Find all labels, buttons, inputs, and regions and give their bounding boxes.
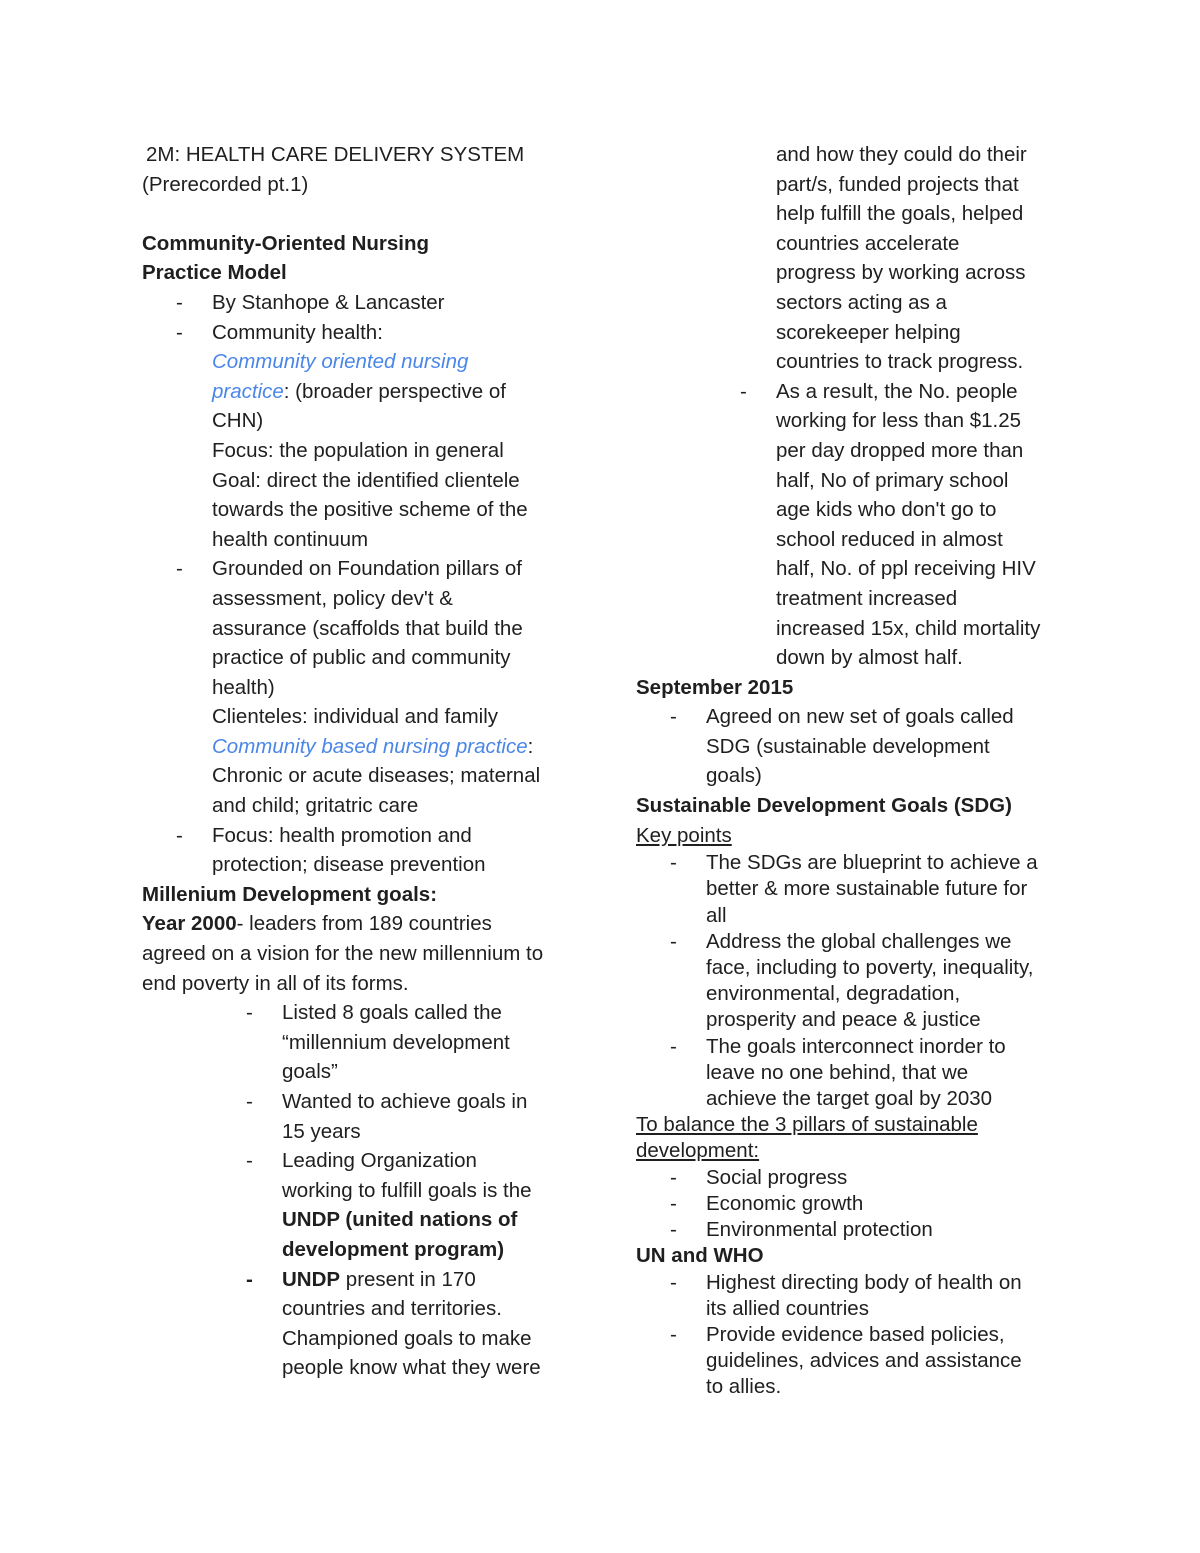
list-item: - Leading Organization <box>246 1149 477 1173</box>
text-line: treatment increased <box>776 586 958 610</box>
text-line: face, including to poverty, inequality, <box>706 956 1034 980</box>
balance-heading: To balance the 3 pillars of sustainable <box>636 1113 978 1137</box>
text-line: UNDP (united nations of <box>282 1208 518 1232</box>
text-line: down by almost half. <box>776 646 963 670</box>
section-heading-community-2: Practice Model <box>142 261 287 285</box>
list-item: - The goals interconnect inorder to <box>670 1034 1006 1058</box>
year-label: Year 2000 <box>142 912 237 936</box>
section-heading-mdg: Millenium Development goals: <box>142 882 438 906</box>
text-line: to allies. <box>706 1375 782 1399</box>
list-item: - The SDGs are blueprint to achieve a <box>670 851 1038 875</box>
text-line: health) <box>212 675 275 699</box>
text-line: Goal: direct the identified clientele <box>212 468 520 492</box>
key-points-label: Key points <box>636 823 732 847</box>
balance-heading-2: development: <box>636 1139 760 1163</box>
text-line: half, No. of ppl receiving HIV <box>776 557 1036 581</box>
text-line: scorekeeper helping <box>776 320 961 344</box>
prerecorded-note: (Prerecorded pt.1) <box>142 172 309 196</box>
text-line: Championed goals to make <box>282 1326 532 1350</box>
text-line: people know what they were <box>282 1356 541 1380</box>
text-line: 15 years <box>282 1119 361 1143</box>
text-line: all <box>706 903 727 927</box>
text-line: Clienteles: individual and family <box>212 705 499 729</box>
text-line: sectors acting as a <box>776 290 947 314</box>
text-line: environmental, degradation, <box>706 982 961 1006</box>
list-item: - As a result, the No. people <box>740 379 1018 403</box>
text-line: half, No of primary school <box>776 468 1009 492</box>
text-line: end poverty in all of its forms. <box>142 971 409 995</box>
section-heading-un-who: UN and WHO <box>636 1244 764 1268</box>
text-line: health continuum <box>212 527 369 551</box>
list-item: - Social progress <box>670 1165 848 1189</box>
text-line: “millennium development <box>282 1030 510 1054</box>
text-line: achieve the target goal by 2030 <box>706 1087 993 1111</box>
list-item: - Agreed on new set of goals called <box>670 705 1014 729</box>
list-item: - Focus: health promotion and <box>176 823 472 847</box>
text-line: its allied countries <box>706 1296 869 1320</box>
text-line: Focus: the population in general <box>212 438 504 462</box>
list-item: - Environmental protection <box>670 1218 933 1242</box>
text-line: and how they could do their <box>776 143 1027 166</box>
link-community-based[interactable]: Community based nursing practice <box>212 734 528 758</box>
list-item: - Listed 8 goals called the <box>246 1001 502 1025</box>
text-line: school reduced in almost <box>776 527 1003 551</box>
text-line: increased 15x, child mortality <box>776 616 1041 640</box>
right-column <box>636 140 1066 1401</box>
list-item: - Provide evidence based policies, <box>670 1322 1005 1346</box>
text-line: better & more sustainable future for <box>706 877 1028 901</box>
text-line: countries and territories. <box>282 1297 502 1321</box>
text-line: SDG (sustainable development <box>706 734 990 758</box>
text-line: practice of public and community <box>212 646 511 670</box>
text-line: age kids who don't go to <box>776 498 997 522</box>
left-column: (Prerecorded pt.1) Community-Oriented Nursing Practice Model - By Stanhope & Lancaster - Community health: Community oriented nursing practice: (broader perspective of CHN) Focus: the population in general Goal: direct the identified clientele towards the positive scheme of the health continuum - Grounded on Foundation pillars of assessment, policy dev't & assurance (scaffolds that build the practice of public and community health) Clienteles: individual and family Community based nursing practice: Chronic or acute diseases; maternal and child; gritatric care - Focus: health promotion and protection; disease prevention Millenium Development goals: Year 2000- leaders from 189 countries agreed on a vision for the new millennium to end poverty in all of its forms. - Listed 8 goals called the “millennium development goals” - Wanted to achieve goals in 15 years - Leading Organization working to fulfill goals is the UNDP (united nations of development program) - UNDP present in 170 countries and territories. Championed goals to make people know what they were <box>142 140 572 1383</box>
list-item: - UNDP present in 170 <box>246 1267 476 1291</box>
text-line: guidelines, advices and assistance <box>706 1349 1022 1373</box>
list-item: - Economic growth <box>670 1191 864 1215</box>
text-line: Chronic or acute diseases; maternal <box>212 764 541 788</box>
text-line: countries accelerate <box>776 231 960 255</box>
text-line: CHN) <box>212 409 264 433</box>
list-item: - Grounded on Foundation pillars of <box>176 557 522 581</box>
text-line: goals) <box>706 764 762 788</box>
list-item: - Community health: <box>176 320 383 344</box>
text-line: part/s, funded projects that <box>776 172 1019 196</box>
section-heading-community: Community-Oriented Nursing <box>142 231 430 255</box>
document-title: 2M: HEALTH CARE DELIVERY SYSTEM <box>146 143 525 166</box>
text-line: per day dropped more than <box>776 438 1024 462</box>
list-item: - Address the global challenges we <box>670 929 1012 953</box>
section-heading-sdg: Sustainable Development Goals (SDG) <box>636 794 1012 818</box>
text-line: and child; gritatric care <box>212 794 419 818</box>
text-line: help fulfill the goals, helped <box>776 202 1024 226</box>
list-item: - Wanted to achieve goals in <box>246 1090 528 1113</box>
section-heading-september: September 2015 <box>636 675 794 699</box>
text-line: prosperity and peace & justice <box>706 1008 981 1032</box>
text-line: protection; disease prevention <box>212 853 486 877</box>
text-line: towards the positive scheme of the <box>212 498 528 522</box>
list-item: - By Stanhope & Lancaster <box>176 290 445 314</box>
list-item: - Highest directing body of health on <box>670 1270 1022 1294</box>
link-practice[interactable]: practice <box>212 379 284 403</box>
text-line: goals” <box>282 1060 338 1084</box>
text-line: working to fulfill goals is the <box>282 1178 532 1202</box>
link-community-oriented[interactable]: Community oriented nursing <box>212 350 469 374</box>
text-line: progress by working across <box>776 261 1026 285</box>
text-line: assessment, policy dev't & <box>212 586 453 610</box>
text-line: assurance (scaffolds that build the <box>212 616 523 640</box>
text-line: countries to track progress. <box>776 350 1024 374</box>
text-line: development program) <box>282 1237 505 1261</box>
text-line: agreed on a vision for the new millennium to <box>142 942 544 966</box>
text-line: working for less than $1.25 <box>776 409 1021 433</box>
text-line: leave no one behind, that we <box>706 1060 969 1084</box>
